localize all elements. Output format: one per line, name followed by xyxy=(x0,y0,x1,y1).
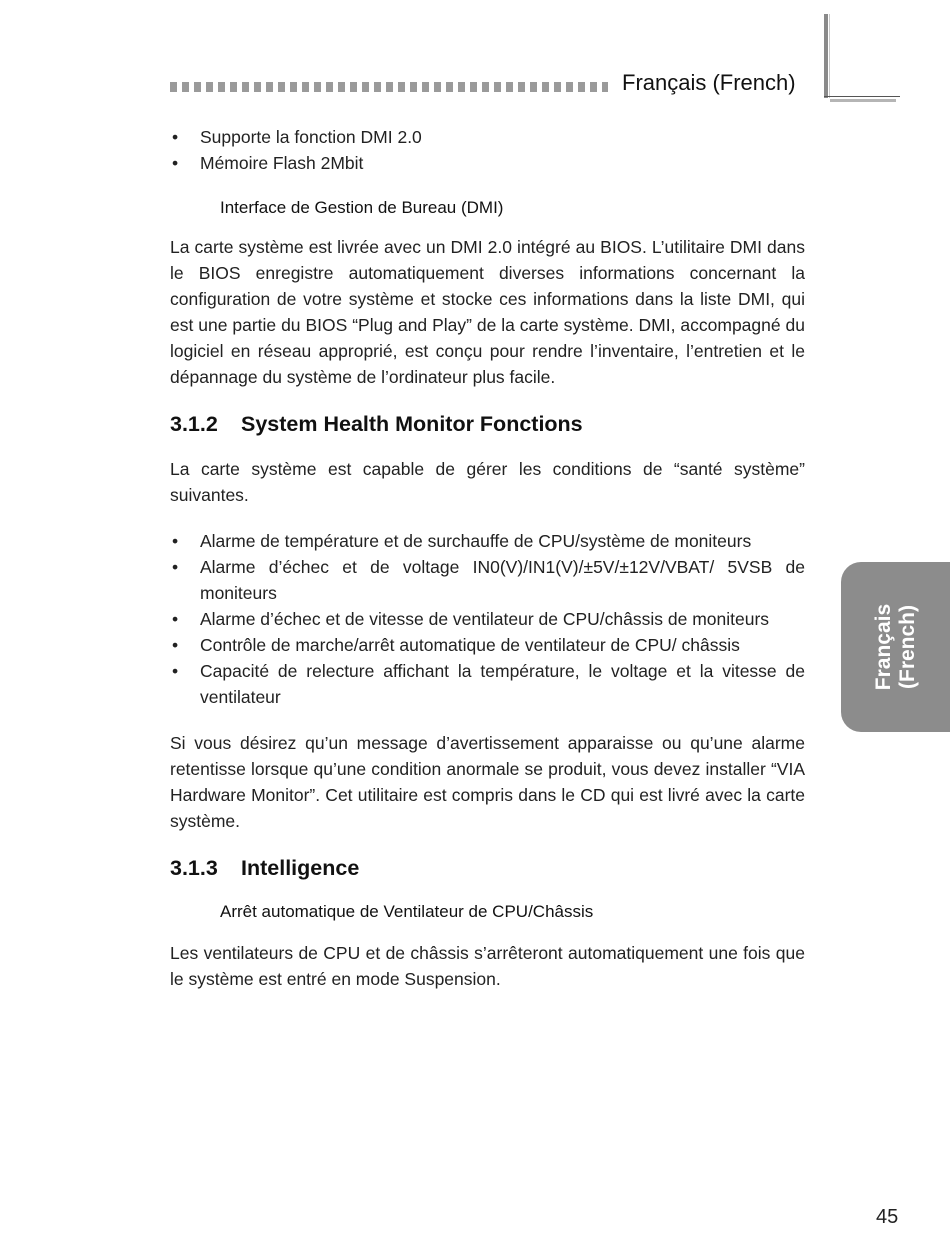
corner-mark-horizontal-shadow xyxy=(830,99,896,102)
section-313-number: 3.1.3 xyxy=(170,856,218,880)
corner-mark-vertical-shadow xyxy=(829,14,830,98)
section-312-number: 3.1.2 xyxy=(170,412,218,436)
list-item: • Alarme d’échec et de vitesse de ventilateur de CPU/châssis de moniteurs xyxy=(172,609,770,629)
features-list xyxy=(170,124,805,176)
list-item: • Alarme d’échec et de voltage IN0(V)/IN1(V)/±5V/±12V/VBAT/ 5VSB de moniteurs xyxy=(172,557,805,603)
section-312-title: System Health Monitor Fonctions xyxy=(241,412,583,436)
side-tab-line-2: (French) xyxy=(895,605,919,690)
list-item: • Contrôle de marche/arrêt automatique de ventilateur de CPU/ châssis xyxy=(172,635,740,655)
side-tab-line-1: Français xyxy=(871,603,895,691)
fan-auto-off-heading: Arrêt automatique de Ventilateur de CPU/Châssis xyxy=(220,902,594,921)
health-monitor-list xyxy=(170,528,805,710)
list-item: • Mémoire Flash 2Mbit xyxy=(172,153,364,173)
language-side-tab-label xyxy=(872,604,920,690)
list-item: • Alarme de température et de surchauffe de CPU/système de moniteurs xyxy=(172,531,752,551)
corner-mark-vertical xyxy=(824,14,828,98)
page-number: 45 xyxy=(876,1206,899,1228)
language-side-tab xyxy=(841,562,950,732)
header-dotted-rule xyxy=(170,82,608,92)
fan-auto-off-paragraph: Les ventilateurs de CPU et de châssis s’arrêteront automatiquement une fois que le système est entré en mode Suspension. xyxy=(170,943,805,989)
dmi-paragraph: La carte système est livrée avec un DMI 2.0 intégré au BIOS. L’utilitaire DMI dans le BIOS enregistre automatiquement diverses informations concernant la configuration de votre système et stocke ces informations dans la liste DMI, qui est une partie du BIOS “Plug and Play” de la carte système. DMI, accompagné du logiciel en réseau approprié, est conçu pour rendre l’inventaire, l’entretien et le dépannage du système de l’ordinateur plus facile. xyxy=(170,237,805,387)
header-title: Français (French) xyxy=(622,70,796,95)
section-312-heading xyxy=(170,410,805,438)
page-content xyxy=(170,124,805,992)
list-item: • Supporte la fonction DMI 2.0 xyxy=(172,127,422,147)
dmi-heading: Interface de Gestion de Bureau (DMI) xyxy=(220,198,504,217)
section-313-title: Intelligence xyxy=(241,856,360,880)
list-item: • Capacité de relecture affichant la température, le voltage et la vitesse de ventilateur xyxy=(172,661,805,707)
section-313-heading xyxy=(170,854,805,882)
section-312-closing: Si vous désirez qu’un message d’avertissement apparaisse ou qu’une alarme retentisse lorsque qu’une condition anormale se produit, vous devez installer “VIA Hardware Monitor”. Cet utilitaire est compris dans le CD qui est livré avec la carte système. xyxy=(170,733,805,831)
section-312-intro: La carte système est capable de gérer les conditions de “santé système” suivantes. xyxy=(170,459,805,505)
corner-mark-horizontal xyxy=(824,96,900,97)
